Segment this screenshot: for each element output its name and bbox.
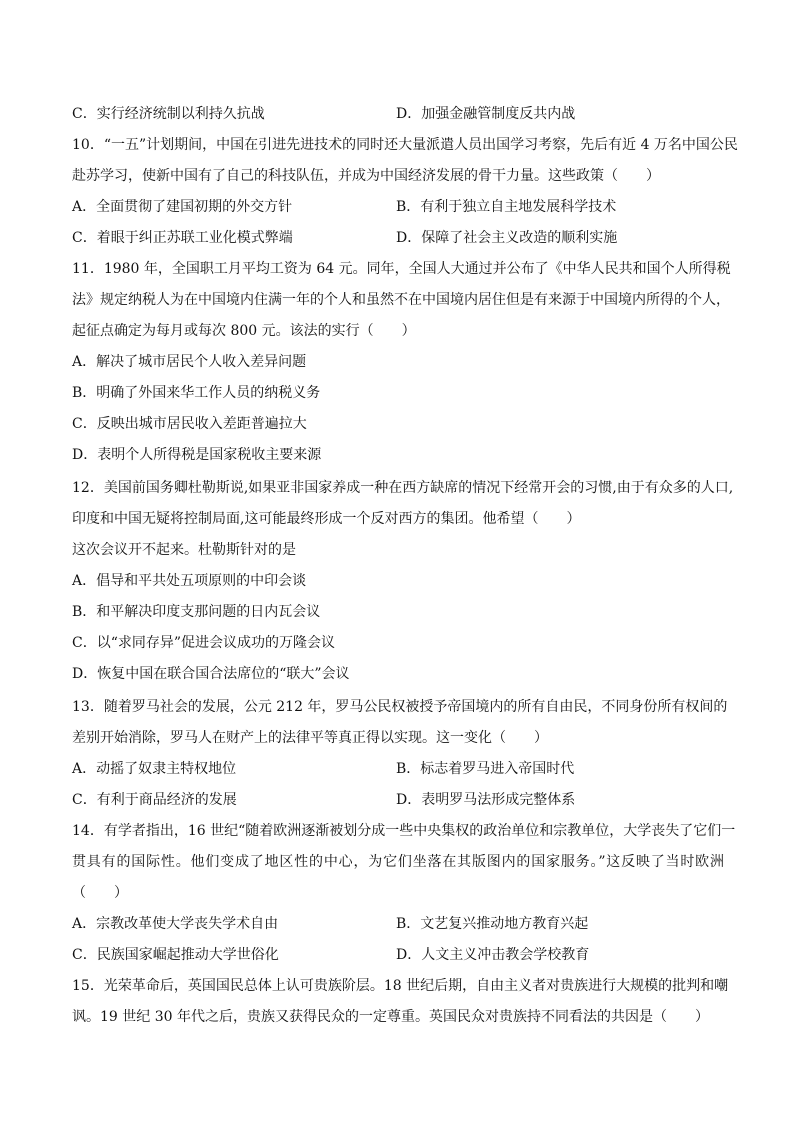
q10-option-a: A．全面贯彻了建国初期的外交方针 xyxy=(72,199,293,215)
q10-stem-line-1: 10．“一五”计划期间，中国在引进先进技术的同时还大量派遣人员出国学习考察，先后有近 4 万名中国公民 xyxy=(72,137,738,153)
q14-option-b: B．文艺复兴推动地方教育兴起 xyxy=(396,916,589,932)
q12-stem-line-3: 这次会议开不起来。杜勒斯针对的是 xyxy=(72,542,296,558)
q15-stem-line-2: 讽。19 世纪 30 年代之后，贵族又获得民众的一定尊重。英国民众对贵族持不同看法的共因是（ ） xyxy=(72,1009,709,1025)
q11-stem-line-2: 法》规定纳税人为在中国境内住满一年的个人和虽然不在中国境内居住但是有来源于中国境内所得的个人， xyxy=(72,292,730,308)
q12-stem-line-2: 印度和中国无疑将控制局面,这可能最终形成一个反对西方的集团。他希望（ ） xyxy=(72,511,581,527)
q10-stem-line-2: 赴苏学习，使新中国有了自己的科技队伍，并成为中国经济发展的骨干力量。这些政策（ ） xyxy=(72,168,660,184)
q13-stem-line-1: 13．随着罗马社会的发展，公元 212 年，罗马公民权被授予帝国境内的所有自由民，不同身份所有权间的 xyxy=(72,699,728,715)
q10-option-d: D．保障了社会主义改造的顺利实施 xyxy=(396,230,618,246)
q12-option-b: B．和平解决印度支那问题的日内瓦会议 xyxy=(72,604,321,620)
q11-option-b: B．明确了外国来华工作人员的纳税义务 xyxy=(72,385,321,401)
q11-option-d: D．表明个人所得税是国家税收主要来源 xyxy=(72,447,322,463)
q14-stem-line-3: （ ） xyxy=(72,885,128,901)
q13-option-a: A．动摇了奴隶主特权地位 xyxy=(72,761,237,777)
q14-stem-line-2: 贯具有的国际性。他们变成了地区性的中心，为它们坐落在其版图内的国家服务。”这反映了当时欧洲 xyxy=(72,854,724,870)
q14-stem-line-1: 14．有学者指出，16 世纪“随着欧洲逐渐被划分成一些中央集权的政治单位和宗教单位，大学丧失了它们一 xyxy=(72,823,736,839)
q11-stem-line-3: 起征点确定为每月或每次 800 元。该法的实行（ ） xyxy=(72,323,416,339)
q13-option-d: D．表明罗马法形成完整体系 xyxy=(396,792,576,808)
q14-option-a: A．宗教改革使大学丧失学术自由 xyxy=(72,916,279,932)
q12-stem-line-1: 12．美国前国务卿杜勒斯说,如果亚非国家养成一种在西方缺席的情况下经常开会的习惯,由于有众多的人口, xyxy=(72,480,734,496)
q10-option-b: B．有利于独立自主地发展科学技术 xyxy=(396,199,617,215)
q15-stem-line-1: 15．光荣革命后，英国国民总体上认可贵族阶层。18 世纪后期，自由主义者对贵族进行大规模的批判和嘲 xyxy=(72,978,729,994)
q13-option-b: B．标志着罗马进入帝国时代 xyxy=(396,761,575,777)
q14-option-c: C．民族国家崛起推动大学世俗化 xyxy=(72,947,279,963)
q9-option-c: C．实行经济统制以利持久抗战 xyxy=(72,106,265,122)
q9-option-d: D．加强金融管制度反共内战 xyxy=(396,106,576,122)
q13-stem-line-2: 差别开始消除，罗马人在财产上的法律平等真正得以实现。这一变化（ ） xyxy=(72,730,548,746)
q12-option-c: C．以“求同存异”促进会议成功的万隆会议 xyxy=(72,635,336,651)
q12-option-a: A．倡导和平共处五项原则的中印会谈 xyxy=(72,573,307,589)
q10-option-c: C．着眼于纠正苏联工业化模式弊端 xyxy=(72,230,293,246)
q12-option-d: D．恢复中国在联合国合法席位的“联大”会议 xyxy=(72,666,350,682)
q13-option-c: C．有利于商品经济的发展 xyxy=(72,792,237,808)
q11-option-c: C．反映出城市居民收入差距普遍拉大 xyxy=(72,416,307,432)
q11-stem-line-1: 11．1980 年，全国职工月平均工资为 64 元。同年，全国人大通过并公布了《中华人民共和国个人所得税 xyxy=(72,261,731,277)
q14-option-d: D．人文主义冲击教会学校教育 xyxy=(396,947,590,963)
q11-option-a: A．解决了城市居民个人收入差异问题 xyxy=(72,354,307,370)
